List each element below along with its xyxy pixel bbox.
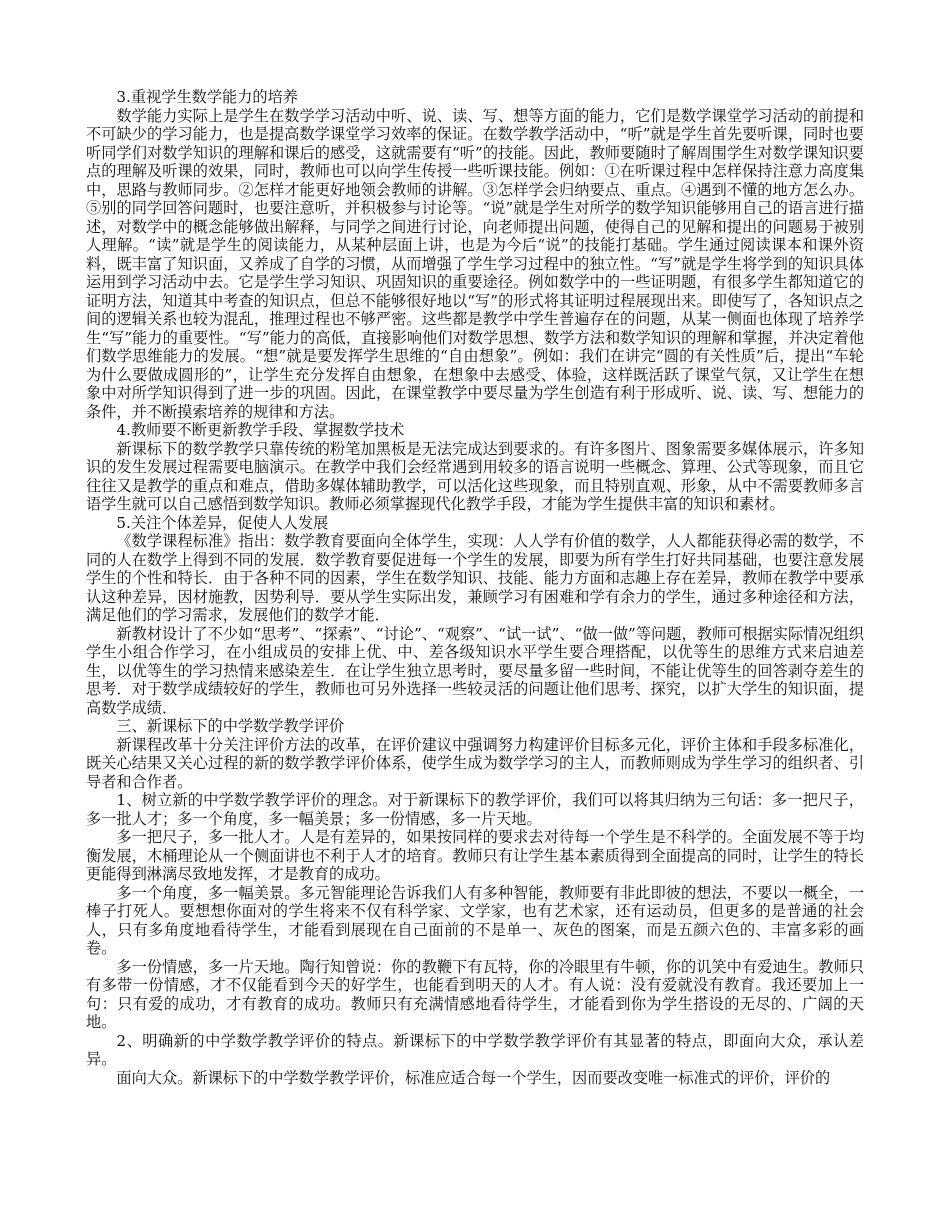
section-heading: 4.教师要不断更新教学手段、掌握数学技术 <box>116 421 405 439</box>
paragraph: 新教材设计了不少如“思考”、“探索”、“讨论”、“观察”、“试一试”、“做一做”等问题，教师可根据实际情况组织学生小组合作学习，在小组成员的安排上优、中、差各级知识水平学生要合理搭配，以优等生的思维方式来启迪差生，以优等生的学习热情来感染差生．在让学生独立思考时，要尽量多留一些时间，不能让优等生的回答剥夺差生的思考．对于数学成绩较好的学生，教师也可另外选择一些较灵活的问题让他们思考、探究，以扩大学生的知识面，提高数学成绩． <box>86 624 864 717</box>
paragraph: 多一份情感，多一片天地。陶行知曾说：你的教鞭下有瓦特，你的冷眼里有牛顿，你的讥笑中有爱迪生。教师只有多带一份情感，才不仅能看到今天的好学生，也能看到明天的人才。有人说：没有爱就没有教育。我还要加上一句：只有爱的成功，才有教育的成功。教师只有充满情感地看待学生，才能看到你为学生搭设的无尽的、广阔的天地。 <box>86 957 864 1031</box>
paragraph: 2、明确新的中学数学教学评价的特点。新课标下的中学数学教学评价有其显著的特点，即面向大众，承认差异。 <box>86 1031 864 1068</box>
paragraph: 数学能力实际上是学生在数学学习活动中听、说、读、写、想等方面的能力，它们是数学课堂学习活动的前提和不可缺少的学习能力，也是提高数学课堂学习效率的保证。在数学教学活动中，“听”就是学生首先要听课，同时也要听同学们对数学知识的理解和课后的感受，这就需要有“听”的技能。因此，教师要随时了解周围学生对数学课知识要点的理解及听课的效果，同时，教师也可以向学生传授一些听课技能。例如：①在听课过程中怎样保持注意力高度集中，思路与教师同步。②怎样才能更好地领会教师的讲解。③怎样学会归纳要点、重点。④遇到不懂的地方怎么办。⑤别的同学回答问题时，也要注意听，并积极参与讨论等。“说”就是学生对所学的数学知识能够用自己的语言进行描述，对数学中的概念能够做出解释，与同学之间进行讨论，向老师提出问题，使得自己的见解和提出的问题易于被别人理解。“读”就是学生的阅读能力，从某种层面上讲，也是为今后“说”的技能打基础。学生通过阅读课本和课外资料，既丰富了知识面，又养成了自学的习惯，从而增强了学生学习过程中的独立性。“写”就是学生将学到的知识具体运用到学习活动中去。它是学生学习知识、巩固知识的重要途径。例如数学中的一些证明题，有很多学生都知道它的证明方法，知道其中考查的知识点，但总不能够很好地以“写”的形式将其证明过程展现出来。即使写了，各知识点之间的逻辑关系也较为混乱，推理过程也不够严密。这些都是教学中学生普遍存在的问题，从某一侧面也体现了培养学生“写”能力的重要性。“写”能力的高低，直接影响他们对数学思想、数学方法和数学知识的理解和掌握，并决定着他们数学思维能力的发展。“想”就是要发挥学生思维的“自由想象”。例如：我们在讲完“圆的有关性质”后，提出“车轮为什么要做成圆形的”，让学生充分发挥自由想象，在想象中去感受、体验，这样既活跃了课堂气氛，又让学生在想象中对所学知识得到了进一步的巩固。因此，在课堂教学中要尽量为学生创造有利于形成听、说、读、写、想能力的条件，并不断摸索培养的规律和方法。 <box>86 106 864 421</box>
paragraph: 《数学课程标准》指出：数学教育要面向全体学生，实现：人人学有价值的数学，人人都能获得必需的数学，不同的人在数学上得到不同的发展．数学教育要促进每一个学生的发展，即要为所有学生打好共同基础，也要注意发展学生的个性和特长．由于各种不同的因素，学生在数学知识、技能、能力方面和志趣上存在差异，教师在教学中要承认这种差异，因材施教，因势利导．要从学生实际出发，兼顾学习有困难和学有余力的学生，通过多种途径和方法，满足他们的学习需求，发展他们的数学才能． <box>86 532 864 624</box>
paragraph: 新课程改革十分关注评价方法的改革，在评价建议中强调努力构建评价目标多元化，评价主体和手段多标准化，既关心结果又关心过程的新的数学教学评价体系，使学生成为数学学习的主人，而教师则成为学生学习的组织者、引导者和合作者。 <box>86 735 864 791</box>
paragraph: 多一个角度，多一幅美景。多元智能理论告诉我们人有多种智能，教师要有非此即彼的想法，不要以一概全，一棒子打死人。要想想你面对的学生将来不仅有科学家、文学家，也有艺术家，还有运动员，但更多的是普通的社会人，只有多角度地看待学生，才能看到展现在自己面前的不是单一、灰色的图案，而是五颜六色的、丰富多彩的画卷。 <box>86 883 864 957</box>
document-body <box>86 88 864 1087</box>
section-heading: 三、新课标下的中学数学教学评价 <box>116 717 345 735</box>
paragraph: 新课标下的数学教学只靠传统的粉笔加黑板是无法完成达到要求的。有许多图片、图象需要多媒体展示，许多知识的发生发展过程需要电脑演示。在教学中我们会经常遇到用较多的语言说明一些概念、算理、公式等现象，而且它往往又是教学的重点和难点，借助多媒体辅助教学，可以活化这些现象，而且特别直观、形象，从中不需要教师多言语学生就可以自己感悟到数学知识。教师必须掌握现代化教学手段，才能为学生提供丰富的知识和素材。 <box>86 439 864 513</box>
section-heading: 3.重视学生数学能力的培养 <box>116 88 298 106</box>
section-heading: 5.关注个体差异，促使人人发展 <box>116 513 329 532</box>
paragraph: 面向大众。新课标下的中学数学教学评价，标准应适合每一个学生，因而要改变唯一标准式的评价，评价的 <box>116 1068 831 1087</box>
paragraph: 1、树立新的中学数学教学评价的理念。对于新课标下的教学评价，我们可以将其归纳为三句话：多一把尺子，多一批人才；多一个角度，多一幅美景；多一份情感，多一片天地。 <box>86 791 864 828</box>
paragraph: 多一把尺子，多一批人才。人是有差异的，如果按同样的要求去对待每一个学生是不科学的。全面发展不等于均衡发展，木桶理论从一个侧面讲也不利于人才的培育。教师只有让学生基本素质得到全面提高的同时，让学生的特长更能得到淋漓尽致地发挥，才是教育的成功。 <box>86 828 864 883</box>
